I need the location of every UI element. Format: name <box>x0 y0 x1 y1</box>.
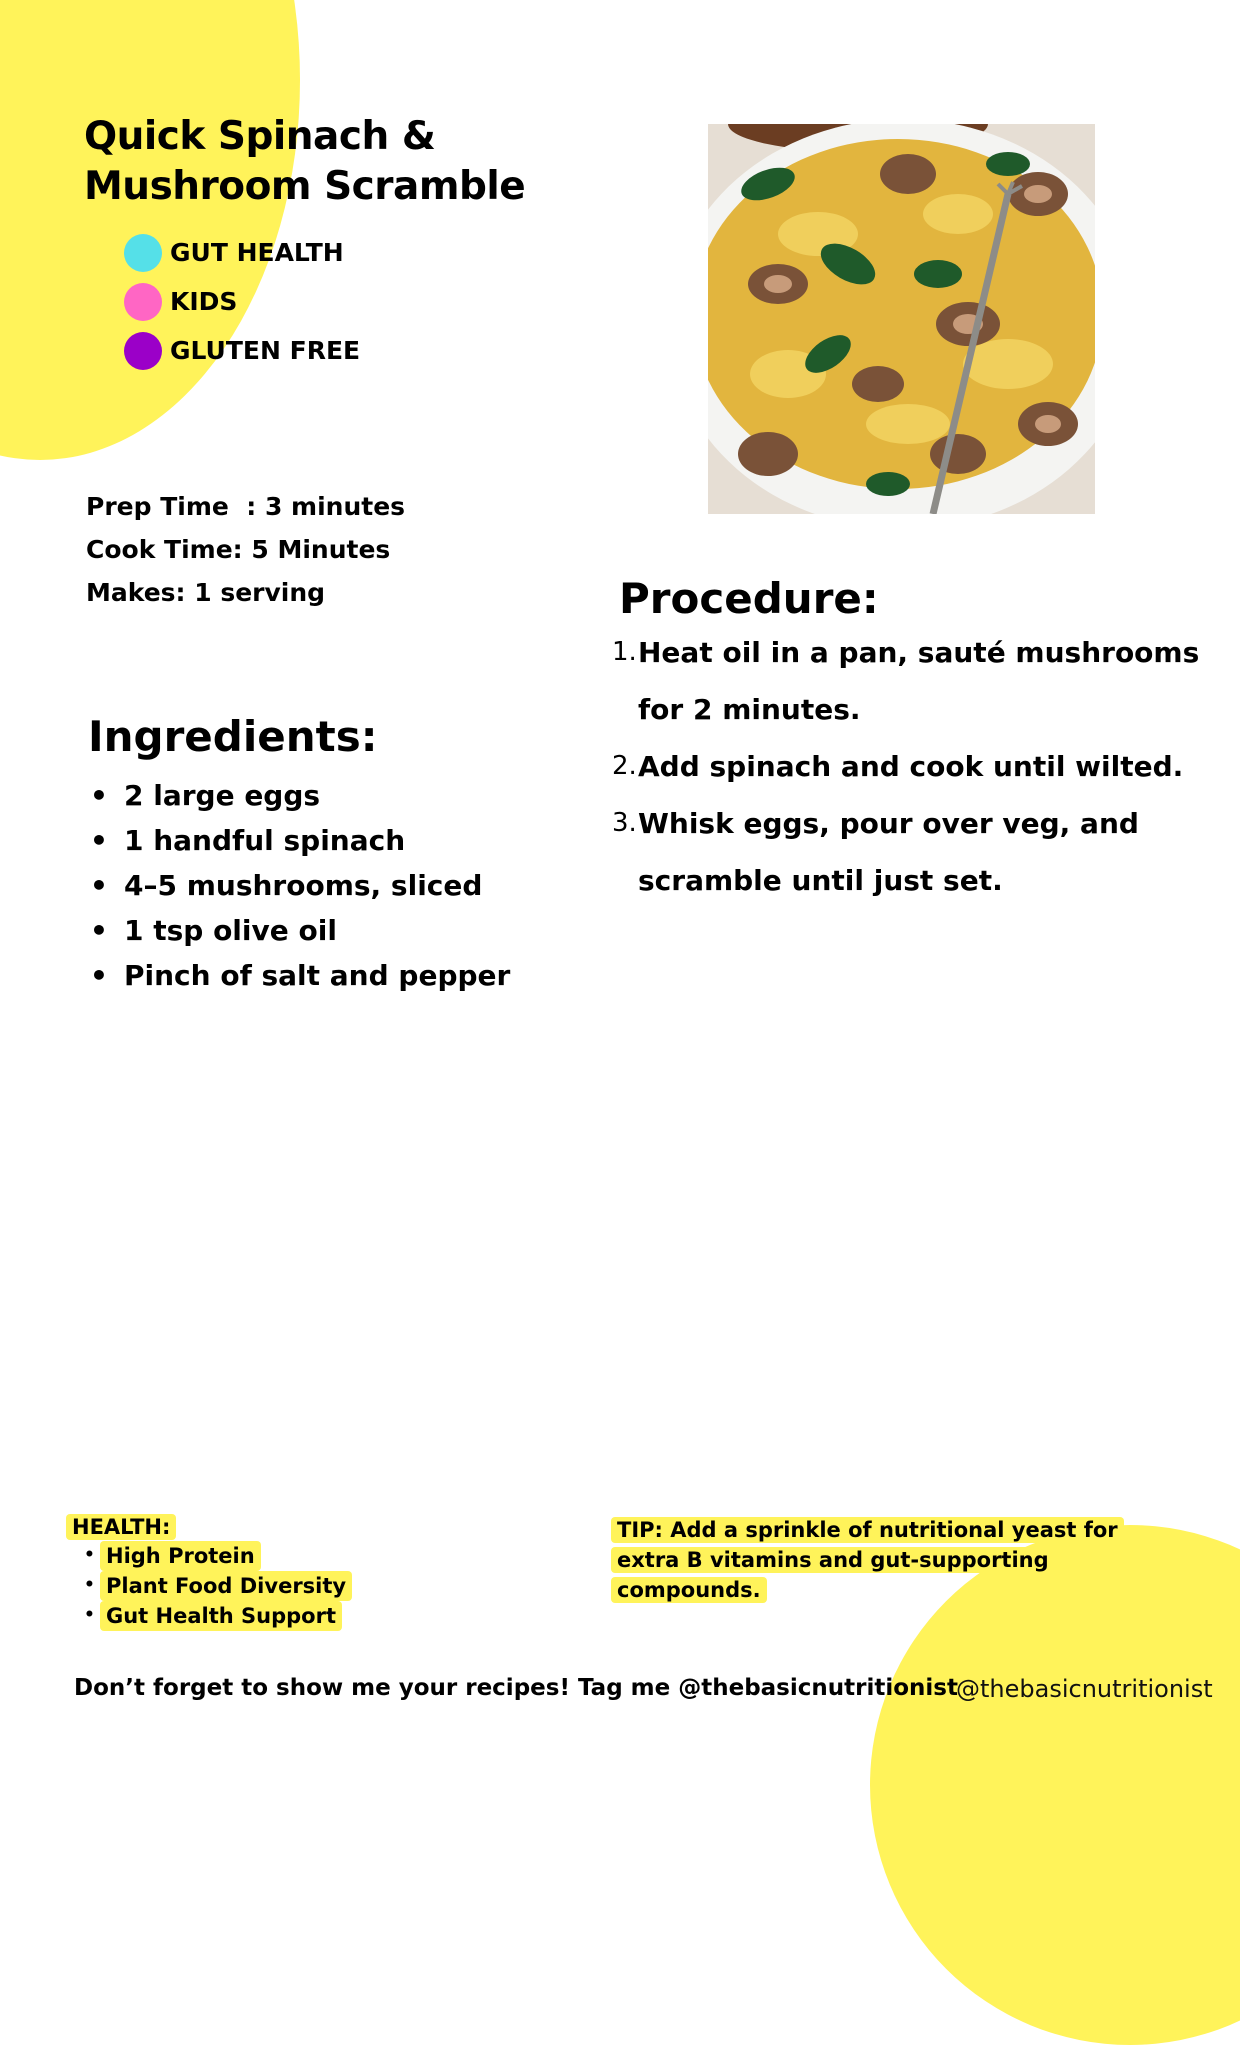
procedure-heading: Procedure: <box>619 574 879 623</box>
list-item <box>612 795 1212 909</box>
bullet: • <box>90 824 108 857</box>
tag-dot-icon <box>124 283 162 321</box>
bullet: • <box>90 869 108 902</box>
tag-dot-icon <box>124 234 162 272</box>
procedure-steps <box>612 624 1212 909</box>
prep-time: Prep Time : 3 minutes <box>86 492 406 521</box>
list-item <box>84 1571 352 1601</box>
tag-label: GLUTEN FREE <box>170 336 361 365</box>
ingredient-text: 1 handful spinach <box>124 824 406 857</box>
step-number: 1. <box>612 637 637 667</box>
step-text: Whisk eggs, pour over veg, and scramble until just set. <box>638 807 1139 897</box>
ingredients-heading: Ingredients: <box>88 712 378 761</box>
cook-time: Cook Time: 5 Minutes <box>86 535 391 564</box>
health-item: Plant Food Diversity <box>100 1571 352 1601</box>
recipe-tags <box>124 228 360 375</box>
step-number: 2. <box>612 751 637 781</box>
list-item <box>90 953 510 998</box>
step-text: Heat oil in a pan, sauté mushrooms for 2 minutes. <box>638 636 1200 726</box>
ingredient-text: Pinch of salt and pepper <box>124 959 511 992</box>
ingredient-text: 4–5 mushrooms, sliced <box>124 869 483 902</box>
ingredient-text: 1 tsp olive oil <box>124 914 337 947</box>
list-item <box>90 863 510 908</box>
health-item: Gut Health Support <box>100 1601 342 1631</box>
recipe-title-line-1: Quick Spinach & <box>84 114 436 159</box>
footer-note: Don’t forget to show me your recipes! Tag me @thebasicnutritionist <box>74 1675 958 1701</box>
step-text: Add spinach and cook until wilted. <box>638 750 1184 783</box>
list-item <box>612 738 1212 795</box>
recipe-photo <box>708 124 1095 514</box>
tip-box <box>611 1516 1171 1606</box>
tag-gut-health <box>124 228 360 277</box>
tag-kids <box>124 277 360 326</box>
scramble-dish-illustration <box>708 124 1095 514</box>
list-item <box>612 624 1212 738</box>
tag-gluten-free <box>124 326 360 375</box>
bullet: • <box>90 914 108 947</box>
recipe-meta <box>86 485 405 614</box>
list-item <box>90 773 510 818</box>
health-list <box>66 1541 352 1631</box>
tag-label: GUT HEALTH <box>170 238 344 267</box>
tip-text: TIP: Add a sprinkle of nutritional yeast for extra B vitamins and gut-supporting compounds. <box>611 1517 1124 1603</box>
ingredient-text: 2 large eggs <box>124 779 321 812</box>
bullet: • <box>84 1545 95 1565</box>
list-item <box>90 908 510 953</box>
servings: Makes: 1 serving <box>86 578 326 607</box>
list-item <box>84 1601 352 1631</box>
bullet: • <box>84 1575 95 1595</box>
bullet: • <box>84 1605 95 1625</box>
health-heading: HEALTH: <box>66 1514 176 1540</box>
tag-label: KIDS <box>170 287 238 316</box>
ingredients-list <box>90 773 510 998</box>
list-item <box>90 818 510 863</box>
bullet: • <box>90 959 108 992</box>
bullet: • <box>90 779 108 812</box>
footer-handle: @thebasicnutritionist <box>956 1675 1213 1703</box>
step-number: 3. <box>612 808 637 838</box>
recipe-title <box>84 112 525 212</box>
tag-dot-icon <box>124 332 162 370</box>
health-benefits <box>66 1513 352 1631</box>
recipe-title-line-2: Mushroom Scramble <box>84 164 526 209</box>
health-item: High Protein <box>100 1541 261 1571</box>
list-item <box>84 1541 352 1571</box>
